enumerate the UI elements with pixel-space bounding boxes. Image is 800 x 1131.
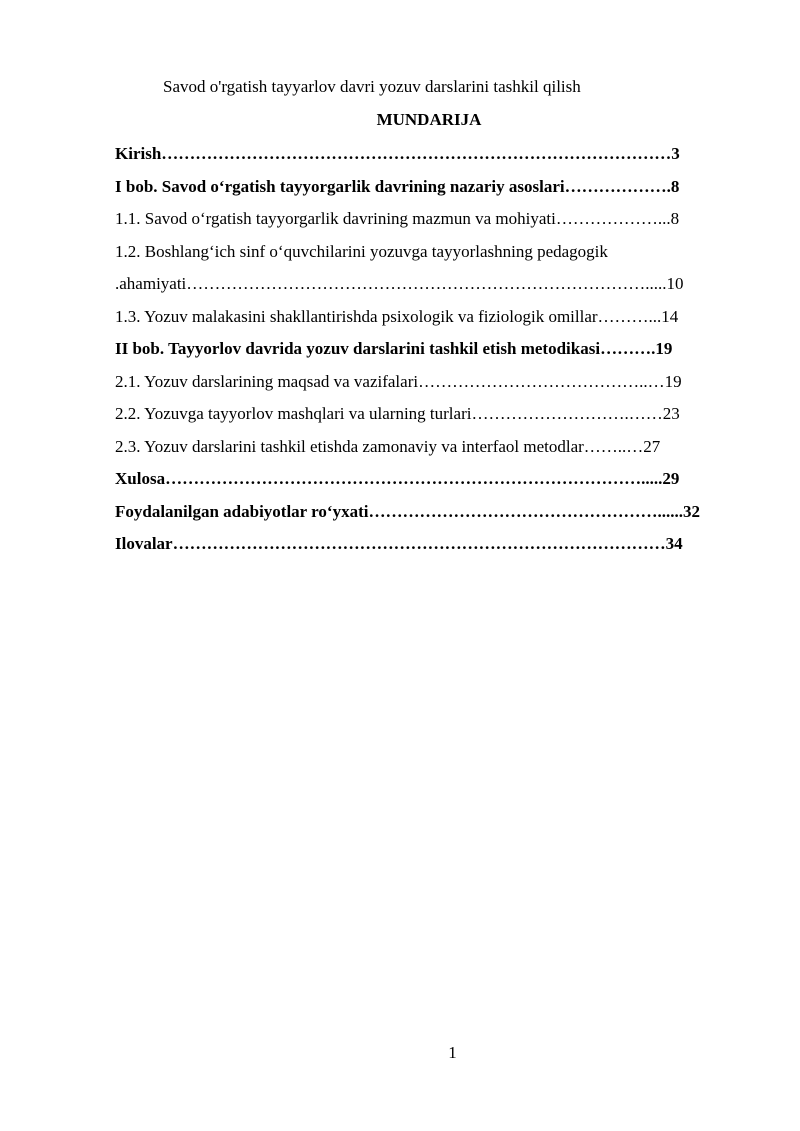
toc-entry-chapter-1: I bob. Savod o‘rgatish tayyorgarlik davrining nazariy asoslari……………….8 <box>115 176 680 196</box>
toc-entry-ilovalar: Ilovalar……………………………………………………………………………34 <box>115 534 683 553</box>
toc-entry-section-1-2: 1.2. Boshlang‘ich sinf o‘quvchilarini yozuvga tayyorlashning pedagogik <box>115 241 608 261</box>
toc-entry-section-1-1: 1.1. Savod o‘rgatish tayyorgarlik davrining mazmun va mohiyati………………...8 <box>115 209 680 228</box>
toc-entry-bibliography: Foydalanilgan adabiyotlar ro‘yxati……………………………………………......32 <box>115 501 700 521</box>
document-title: Savod o'rgatish tayyarlov davri yozuv darslarini tashkil qilish <box>163 77 581 96</box>
toc-entry-xulosa: Xulosa………………………………………………………………………….....29 <box>115 469 680 488</box>
page-number: 1 <box>448 1043 457 1062</box>
toc-entry-chapter-2: II bob. Tayyorlov davrida yozuv darslarini tashkil etish metodikasi……….19 <box>115 339 673 358</box>
toc-entry-kirish: Kirish………………………………………………………………………………3 <box>115 144 680 163</box>
toc-entry-section-2-3: 2.3. Yozuv darslarini tashkil etishda zamonaviy va interfaol metodlar……..…27 <box>115 436 661 456</box>
toc-entry-section-1-2-continued: .ahamiyati……………………………………………………………………….....10 <box>115 274 684 293</box>
toc-entry-section-1-3: 1.3. Yozuv malakasini shakllantirishda psixologik va fiziologik omillar………...14 <box>115 306 679 326</box>
toc-entry-section-2-2: 2.2. Yozuvga tayyorlov mashqlari va ularning turlari……………………….……23 <box>115 404 680 423</box>
toc-entry-section-2-1: 2.1. Yozuv darslarining maqsad va vazifalari…………………………………..…19 <box>115 371 682 391</box>
table-of-contents <box>115 144 741 567</box>
toc-heading: MUNDARIJA <box>376 110 482 129</box>
